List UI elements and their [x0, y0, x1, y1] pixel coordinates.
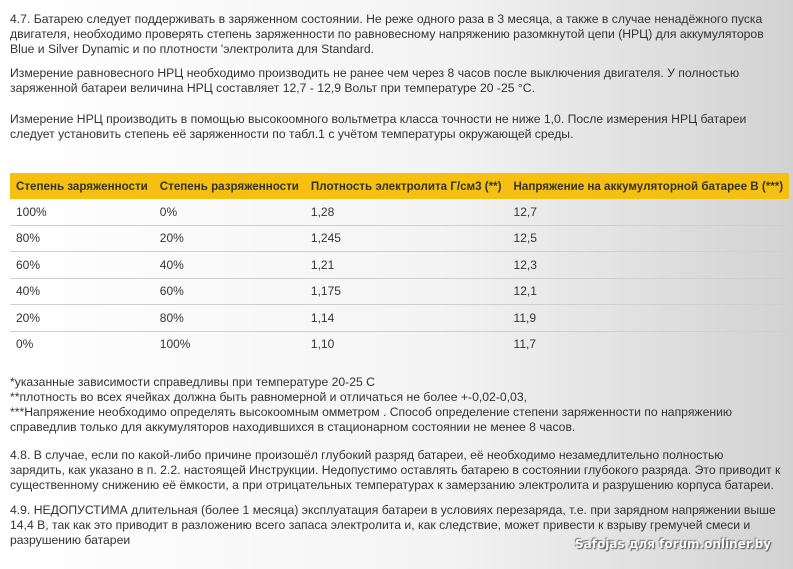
table-cell: 12,5 [508, 225, 790, 252]
footnote: ***Напряжение необходимо определять высокоомным омметром . Способ определение степени заряженности по напряжению [10, 405, 733, 419]
table-row [10, 305, 789, 332]
text-line: двигателя, необходимо проверять степень заряженности по равновесному напряжению разомкнутой цепи (НРЦ) для аккумуляторов [10, 27, 764, 41]
table-cell: 11,7 [508, 331, 790, 357]
table-cell: 1,28 [310, 204, 335, 219]
text-line: зарядить, как указано в п. 2.2. настоящей Инструкции. Недопустимо оставлять батарею в состоянии глубокого разряда. Это приводит к [10, 463, 781, 477]
table-row [10, 331, 789, 357]
table-cell: 40% [10, 278, 154, 305]
table-cell: 60% [10, 252, 154, 279]
charge-table [10, 173, 789, 357]
table-cell: 12,1 [508, 278, 790, 305]
footnote: **плотность во всех ячейках должна быть равномерной и отличаться не более +-0,02-0,03, [10, 390, 527, 404]
text-line: существенному снижению её ёмкости, а при отрицательных температурах к замерзанию электролита и разрушению корпуса батареи. [10, 478, 774, 492]
paragraph-4-7 [10, 12, 785, 57]
column-header: Степень заряженности [10, 173, 154, 199]
text-line: 4.9. НЕДОПУСТИМА длительная (более 1 месяца) эксплуатация батареи в условиях перезаряда, т.е. при зарядном напряжении выше [10, 503, 776, 517]
column-header: Плотность электролита Г/см3 (**) [305, 173, 508, 199]
text-line: Измерение НРЦ производить в помощью высокоомного вольтметра класса точности не ниже 1,0. После измерения НРЦ батареи [10, 112, 747, 126]
table-row [10, 252, 789, 279]
text-line: Измерение равновесного НРЦ необходимо производить не ранее чем через 8 часов после выключения двигателя. У полностью [10, 66, 740, 80]
table-cell: 100% [154, 331, 305, 357]
table-cell: 12,7 [513, 204, 537, 219]
paragraph-4-8 [10, 448, 785, 493]
table-cell: 80% [154, 305, 305, 332]
table-cell: 80% [10, 225, 154, 252]
table-header-row [10, 173, 789, 199]
paragraph-measurement [10, 66, 785, 96]
text-line: заряженной батареи величина НРЦ составляет 12,7 - 12,9 Вольт при температуре 20 -25 °С. [10, 81, 535, 95]
text-line: 4.7. Батарею следует поддерживать в заряженном состоянии. Не реже одного раза в 3 месяца, а также в случае ненадёжного пуска [10, 12, 763, 26]
table-row [10, 278, 789, 305]
text-line: 14,4 В, так как это приводит в разложению всего запаса электролита и, как следствие, может привести к взрыву гремучей смеси и [10, 518, 751, 532]
table-cell: 20% [154, 225, 305, 252]
table-cell: 1,14 [305, 305, 508, 332]
paragraph-voltmeter [10, 112, 785, 142]
text-line: Blue и Silver Dynamic и по плотности 'электролита для Standard. [10, 42, 374, 56]
text-line: 4.8. В случае, если по какой-либо причине произошёл глубокий разряд батареи, её необходимо незамедлительно полностью [10, 448, 724, 462]
forum-watermark: Safojas для forum.onliner.by [575, 537, 771, 551]
table-row [10, 225, 789, 252]
table-cell: 12,3 [508, 252, 790, 279]
footnote: справедлив только для аккумуляторов находившихся в стационарном состоянии не менее 8 часов. [10, 420, 576, 434]
text-line: разрушению батареи [10, 533, 131, 547]
text-line: следует установить степень её заряженности по табл.1 с учётом температуры окружающей среды. [10, 127, 574, 141]
table-cell: 100% [16, 204, 47, 219]
footnote: *указанные зависимости справедливы при температуре 20-25 С [10, 375, 375, 389]
table-cell: 1,245 [305, 225, 508, 252]
table-cell: 1,21 [305, 252, 508, 279]
table-footnotes [10, 375, 785, 435]
table-cell: 0% [10, 331, 154, 357]
table-cell: 40% [154, 252, 305, 279]
table-cell: 20% [10, 305, 154, 332]
column-header: Напряжение на аккумуляторной батарее В (***) [508, 173, 790, 199]
table-cell: 1,175 [305, 278, 508, 305]
table-row [10, 199, 789, 225]
table-cell: 0% [159, 204, 178, 219]
table-cell: 11,9 [508, 305, 790, 332]
table-cell: 60% [154, 278, 305, 305]
column-header: Степень разряженности [154, 173, 305, 199]
table-cell: 1,10 [305, 331, 508, 357]
